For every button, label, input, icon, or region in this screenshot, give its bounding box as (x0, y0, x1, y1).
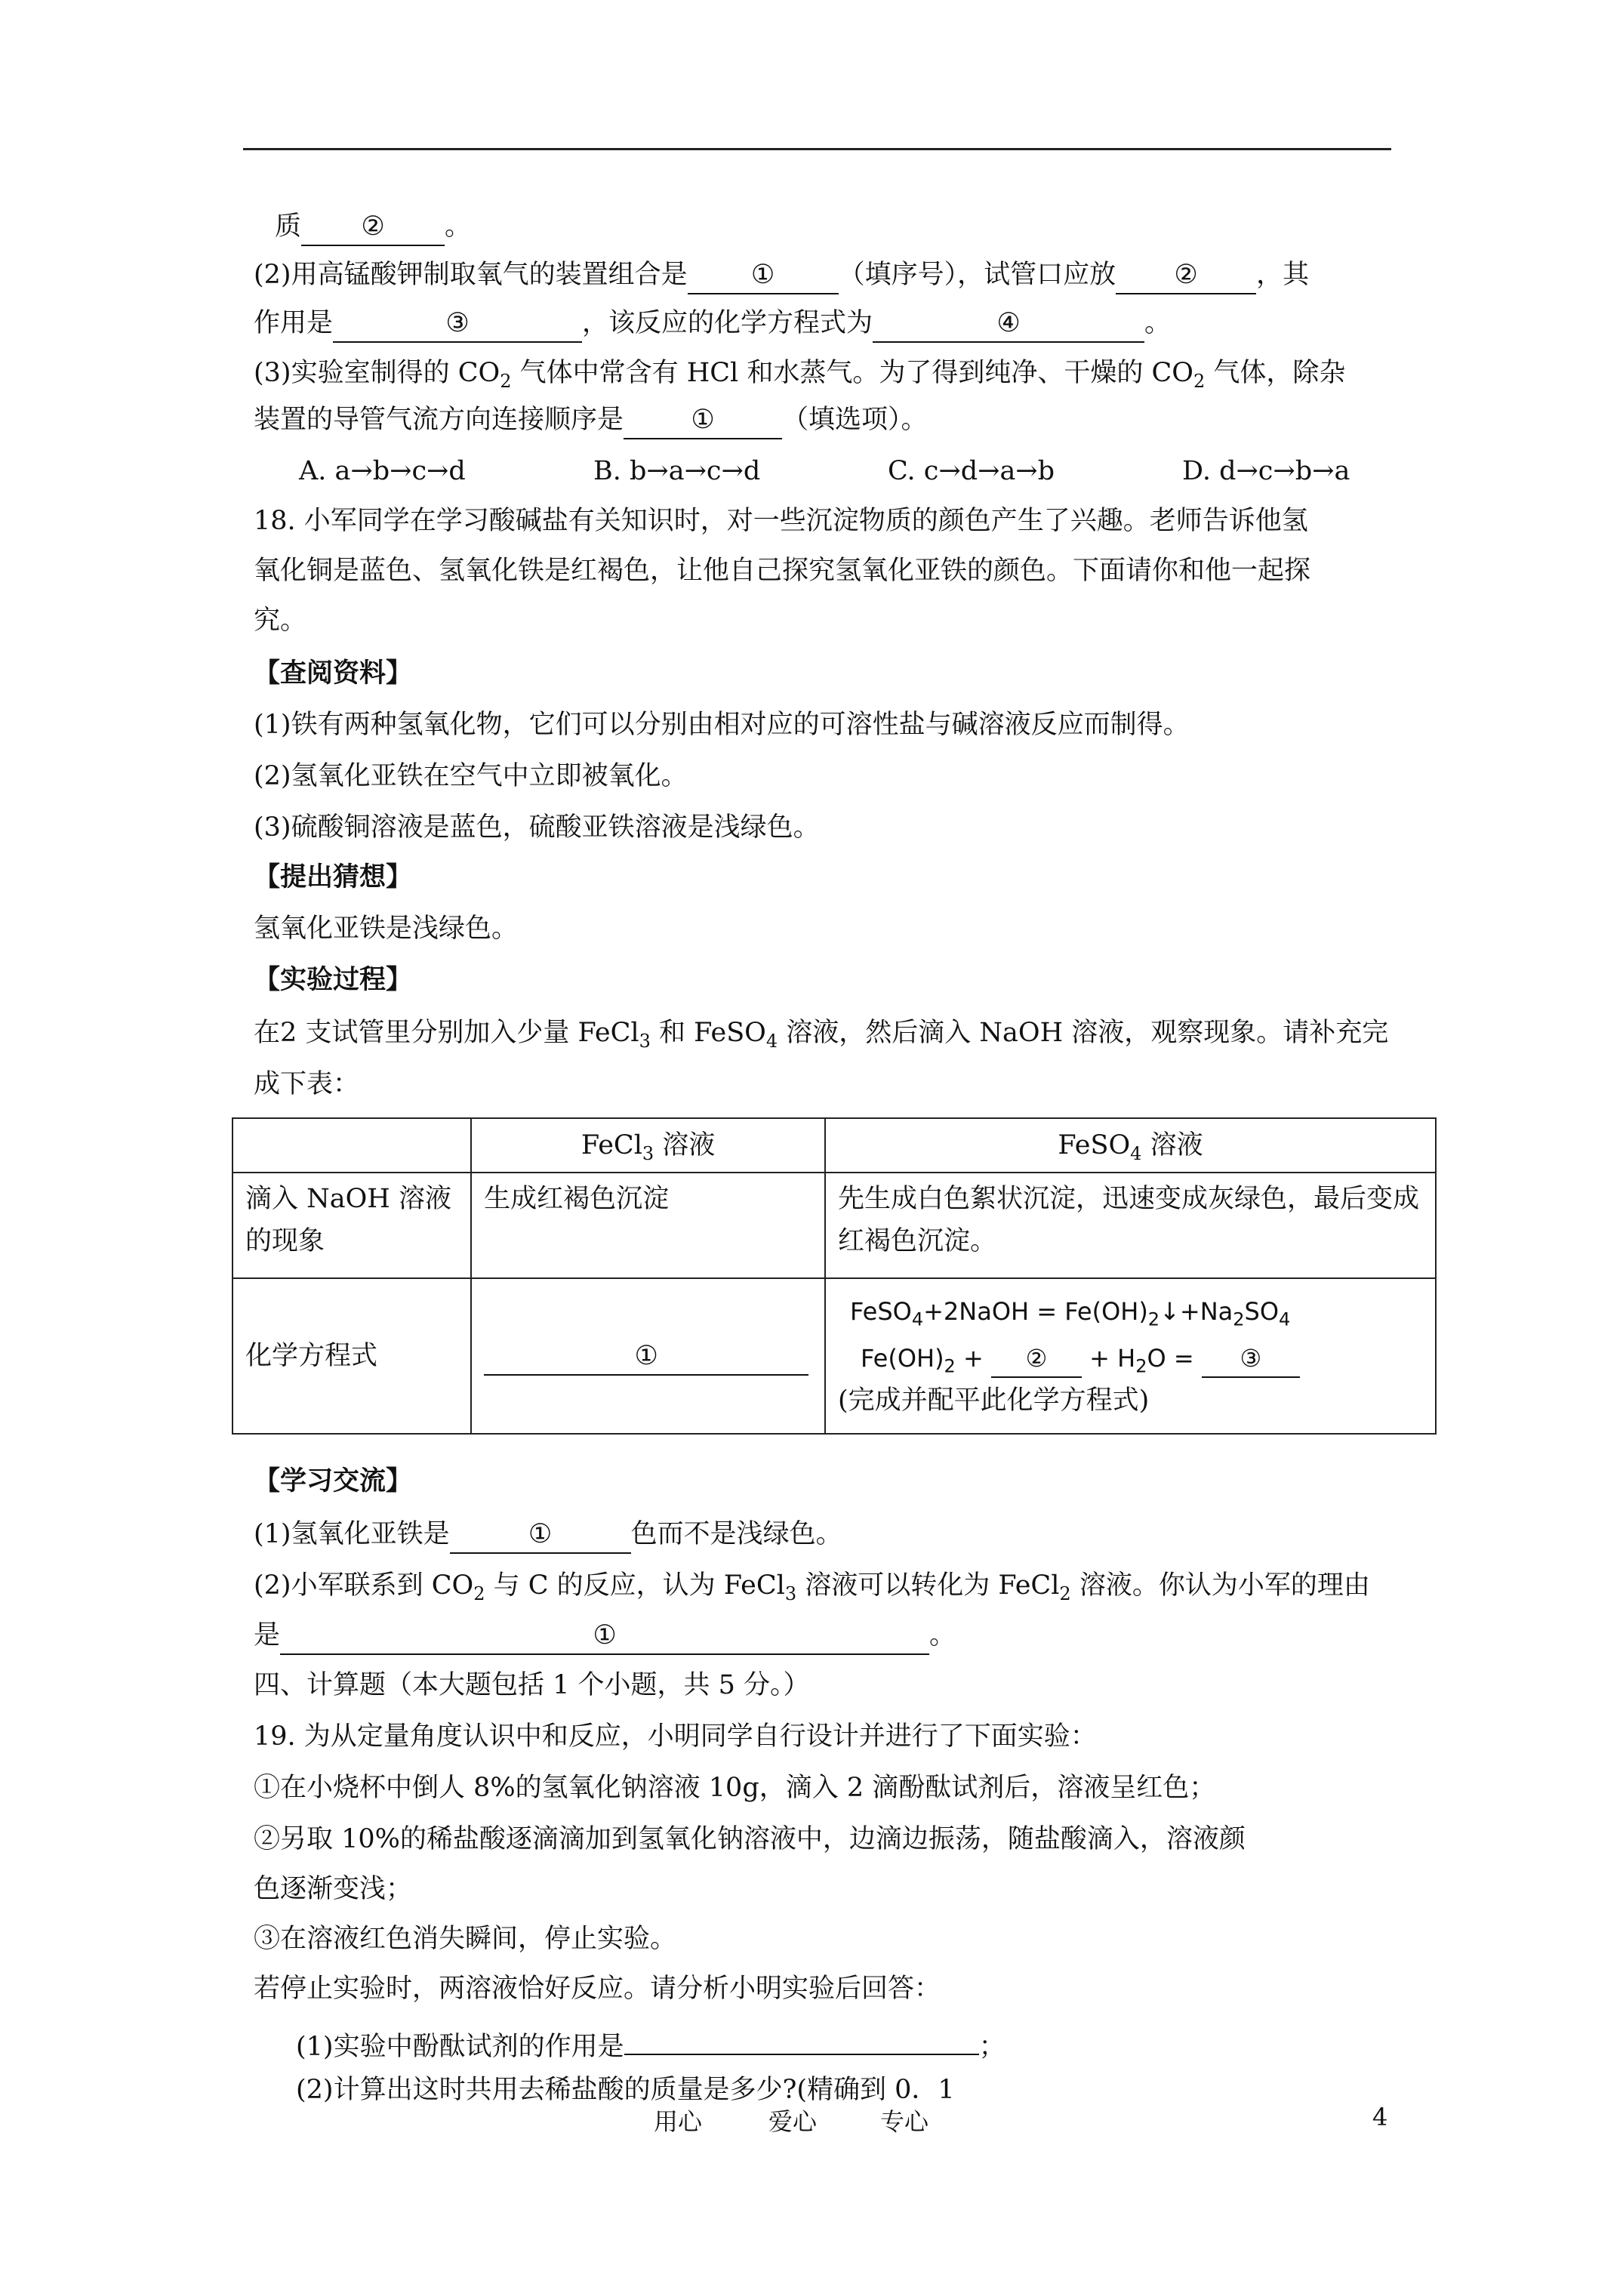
q17-options (299, 450, 1350, 492)
text: 溶液可以转化为 FeCl (796, 1570, 1060, 1601)
footer-word-2: 爱心 (768, 2107, 818, 2136)
text: 色而不是浅绿色。 (630, 1519, 842, 1549)
q18-intro-line1: 18. 小军同学在学习酸碱盐有关知识时，对一些沉淀物质的颜色产生了兴趣。老师告诉他氢 (254, 506, 1308, 536)
text: 作用是 (254, 308, 334, 338)
heading-hypothesis: 【提出猜想】 (254, 861, 413, 892)
text: 与 C 的反应，认为 FeCl (485, 1570, 785, 1601)
table-header-feso4: FeSO$_4$ 溶液 (825, 1118, 1436, 1173)
subscript: 2 (500, 371, 512, 392)
text: (1)实验中酚酞试剂的作用是 (296, 2032, 624, 2062)
answer-blank[interactable]: ③ (333, 307, 582, 343)
heading-references: 【查阅资料】 (254, 658, 413, 689)
header-rule (243, 148, 1391, 150)
table-cell-label: 滴入 NaOH 溶液的现象 (233, 1173, 471, 1278)
equation-1: FeSO$_4$+2NaOH = $Fe(OH)_2↓+Na_2SO_4$ (849, 1297, 1291, 1330)
experiment-table (232, 1117, 1437, 1435)
answer-blank[interactable] (624, 2019, 979, 2055)
q18-intro-line2: 氧化铜是蓝色、氢氧化铁是红褐色，让他自己探究氢氧化亚铁的颜色。下面请你和他一起探 (254, 556, 1311, 586)
table-header-row (233, 1118, 1436, 1173)
discussion-line2 (254, 1564, 1370, 1607)
table-header-fecl3: FeCl$_3$ 溶液 (471, 1118, 825, 1173)
text: 气体，除杂 (1205, 358, 1346, 388)
answer-blank[interactable]: ① (624, 403, 782, 439)
text: ，该反应的化学方程式为 (582, 308, 873, 338)
answer-blank[interactable]: ③ (1202, 1342, 1300, 1378)
hypothesis-text: 氢氧化亚铁是浅绿色。 (254, 914, 519, 944)
answer-blank[interactable]: ② (301, 210, 445, 246)
q19-step2: ②另取 10%的稀盐酸逐滴滴加到氢氧化钠溶液中，边滴边振荡，随盐酸滴入，溶液颜 (254, 1824, 1246, 1854)
q17-part2-line1 (254, 254, 1309, 296)
reference-1: (1)铁有两种氢氧化物，它们可以分别由相对应的可溶性盐与碱溶液反应而制得。 (254, 710, 1190, 740)
procedure-line1 (254, 1012, 1388, 1054)
text: （填序号），试管口应放 (838, 260, 1116, 290)
text: 是 (254, 1620, 281, 1650)
footer-word-1: 用心 (654, 2107, 703, 2136)
answer-blank[interactable]: ① (484, 1339, 808, 1376)
subscript: 4 (765, 1031, 778, 1052)
text: (2)用高锰酸钾制取氧气的装置组合是 (254, 260, 688, 290)
heading-procedure: 【实验过程】 (254, 964, 413, 995)
text: 。 (1144, 308, 1172, 338)
text: (2)小军联系到 CO (254, 1570, 474, 1601)
q19-instruction: 若停止实验时，两溶液恰好反应。请分析小明实验后回答： (254, 1974, 941, 2004)
answer-blank[interactable]: ① (280, 1619, 929, 1655)
text: ； (978, 2032, 1006, 2062)
table-cell-empty (233, 1118, 471, 1173)
discussion-line1 (254, 1513, 842, 1555)
q19-line1: 19. 为从定量角度认识中和反应，小明同学自行设计并进行了下面实验： (254, 1721, 1097, 1752)
subscript: 3 (639, 1031, 651, 1052)
subscript: 2 (1059, 1583, 1071, 1604)
heading-discussion: 【学习交流】 (254, 1465, 413, 1496)
text: (1)氢氧化亚铁是 (254, 1519, 450, 1549)
discussion-line3 (254, 1614, 956, 1657)
text: 。 (929, 1620, 956, 1650)
answer-blank[interactable]: ④ (873, 307, 1144, 343)
answer-blank[interactable]: ② (1116, 258, 1256, 294)
option-a[interactable]: A. a→b→c→d (299, 456, 466, 486)
q17-part3-line2 (254, 399, 928, 441)
q17-line-1 (275, 205, 471, 248)
q19-step3: ③在溶液红色消失瞬间，停止实验。 (254, 1924, 677, 1954)
footer-word-3: 专心 (880, 2107, 929, 2136)
answer-blank[interactable]: ① (688, 258, 839, 294)
text: (3)实验室制得的 CO (254, 358, 500, 388)
table-cell-fecl3-equation (471, 1278, 825, 1434)
table-cell-feso4-equation (825, 1278, 1436, 1434)
text: 装置的导管气流方向连接顺序是 (254, 405, 624, 435)
table-cell-label: 化学方程式 (233, 1278, 471, 1434)
table-cell-fecl3-observation: 生成红褐色沉淀 (471, 1173, 825, 1278)
text: 溶液，然后滴入 NaOH 溶液，观察现象。请补充完 (778, 1018, 1389, 1048)
q19-sub2: (2)计算出这时共用去稀盐酸的质量是多少?(精确到 0．1 (296, 2075, 955, 2105)
q19-step1: ①在小烧杯中倒人 8%的氢氧化钠溶液 10g，滴入 2 滴酚酞试剂后，溶液呈红色； (254, 1773, 1216, 1803)
q17-part2-line2 (254, 302, 1171, 344)
table-row-equation (233, 1278, 1436, 1434)
option-b[interactable]: B. b→a→c→d (593, 456, 761, 486)
answer-blank[interactable]: ② (991, 1342, 1082, 1378)
answer-blank[interactable]: ① (450, 1518, 631, 1554)
equation-note: (完成并配平此化学方程式) (837, 1385, 1150, 1416)
text: 在2 支试管里分别加入少量 FeCl (254, 1018, 639, 1048)
equation-2: $Fe(OH)_2$ + ② + $H_2O$ = ③ (838, 1337, 1423, 1379)
section-4-heading: 四、计算题（本大题包括 1 个小题，共 5 分。） (254, 1670, 810, 1700)
table-row-observation (233, 1173, 1436, 1278)
reference-3: (3)硫酸铜溶液是蓝色，硫酸亚铁溶液是浅绿色。 (254, 812, 820, 843)
page-number: 4 (1372, 2103, 1388, 2131)
text: 气体中常含有 HCl 和水蒸气。为了得到纯净、干燥的 CO (511, 358, 1193, 388)
option-d[interactable]: D. d→c→b→a (1182, 456, 1350, 486)
option-c[interactable]: C. c→d→a→b (888, 456, 1055, 486)
text: 和 FeSO (650, 1018, 766, 1048)
text: 溶液。你认为小军的理由 (1070, 1570, 1370, 1601)
q19-sub1 (296, 2019, 1006, 2068)
text: ，其 (1256, 260, 1310, 290)
q19-step2-cont: 色逐渐变浅； (254, 1874, 413, 1904)
subscript: 3 (784, 1583, 797, 1604)
procedure-line2: 成下表： (254, 1069, 360, 1099)
text: 质 (275, 211, 302, 242)
text: （填选项）。 (782, 405, 928, 435)
subscript: 2 (1193, 371, 1206, 392)
subscript: 2 (473, 1583, 485, 1604)
table-cell-feso4-observation: 先生成白色絮状沉淀，迅速变成灰绿色，最后变成红褐色沉淀。 (825, 1173, 1436, 1278)
q17-part3-line1 (254, 352, 1345, 394)
q18-intro-line3: 究。 (254, 606, 307, 636)
reference-2: (2)氢氧化亚铁在空气中立即被氧化。 (254, 761, 688, 791)
text: 。 (445, 211, 472, 242)
